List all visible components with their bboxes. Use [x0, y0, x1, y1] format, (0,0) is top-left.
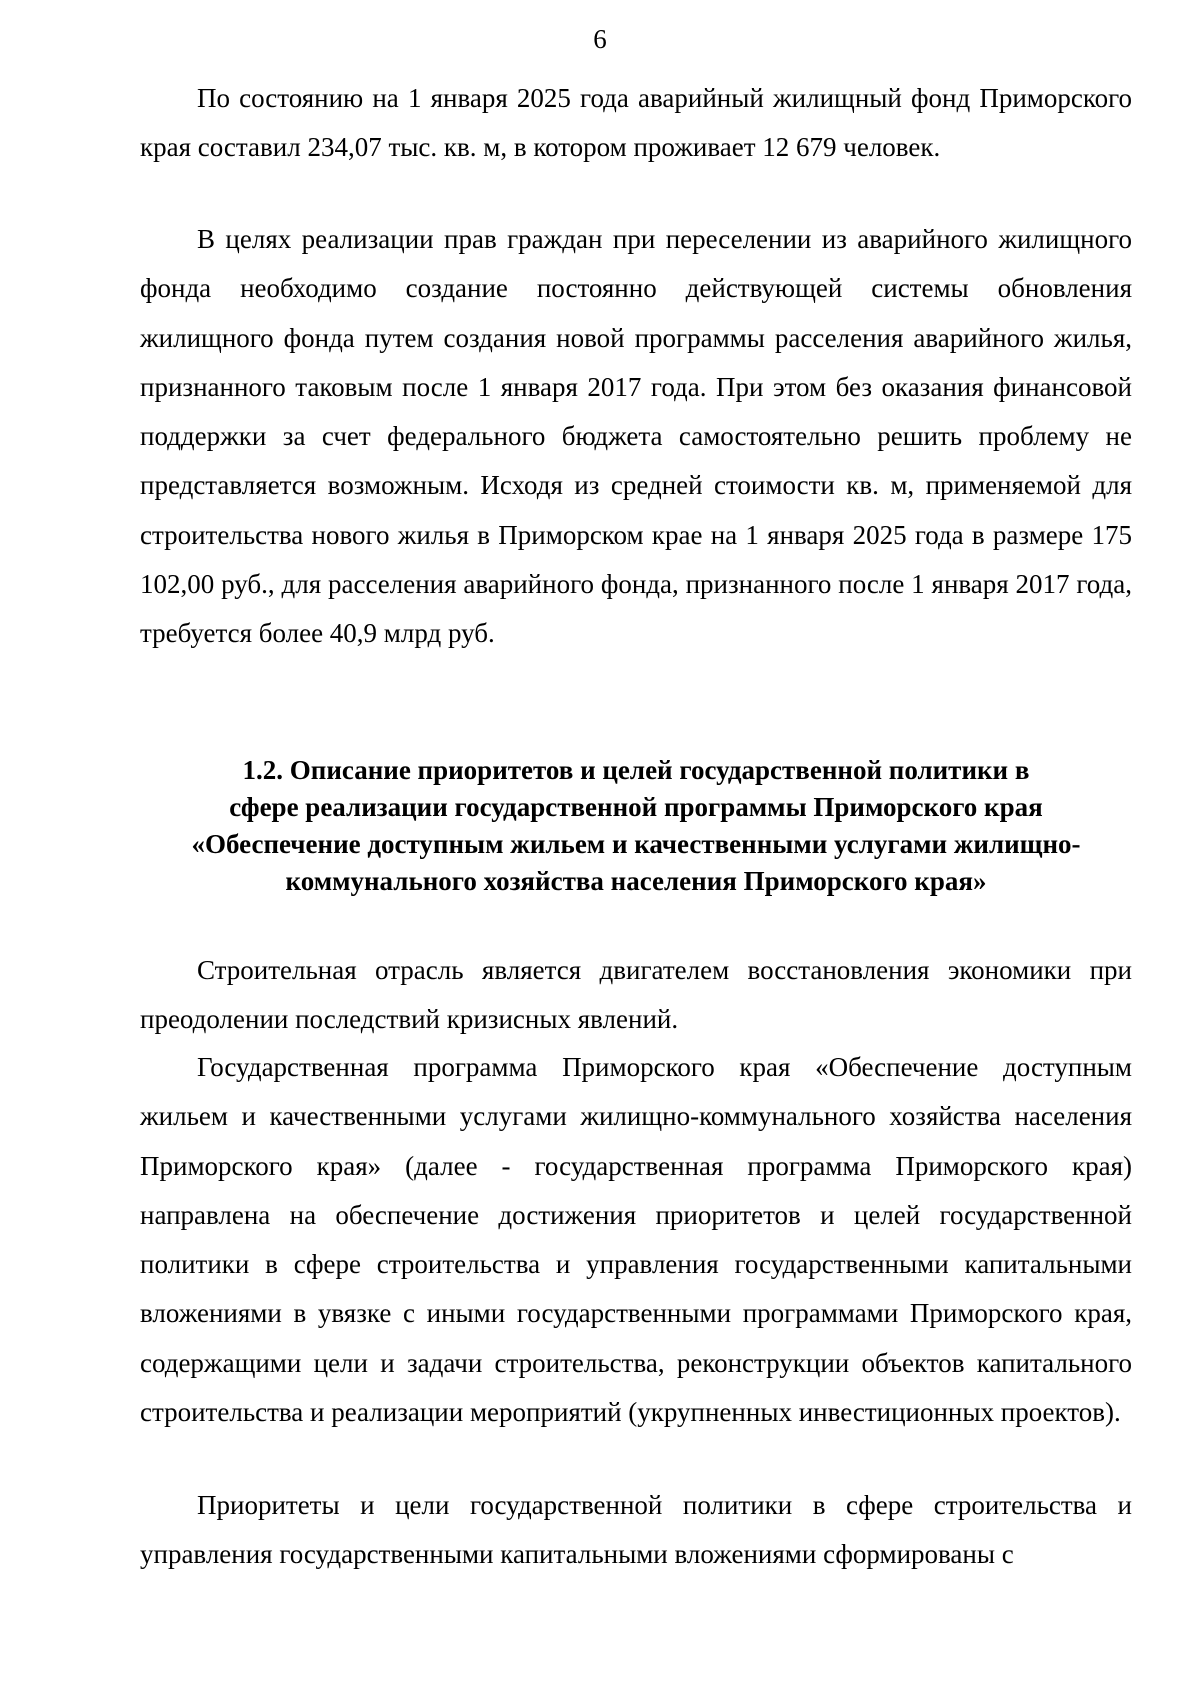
- paragraph-text: Приоритеты и цели государственной политики в сфере строительства и управления государственными капитальными вложениями сформированы с: [140, 1490, 1132, 1570]
- paragraph-priorities: [140, 1481, 1132, 1580]
- paragraph-resettlement-program: [140, 215, 1132, 659]
- paragraph-state-program: [140, 1043, 1132, 1437]
- paragraph-text: Строительная отрасль является двигателем восстановления экономики при преодолении последствий кризисных явлений.: [140, 955, 1132, 1035]
- paragraph-text: В целях реализации прав граждан при переселении из аварийного жилищного фонда необходимо создание постоянно действующей системы обновления жилищного фонда путем создания новой программы расселения аварийного жилья, признанного таковым после 1 января 2017 года. При этом без оказания финансовой поддержки за счет федерального бюджета самостоятельно решить проблему не представляется возможным. Исходя из средней стоимости кв. м, применяемой для строительства нового жилья в Приморском крае на 1 января 2025 года в размере 175 102,00 руб., для расселения аварийного фонда, признанного после 1 января 2017 года, требуется более 40,9 млрд руб.: [140, 224, 1132, 649]
- section-heading: [140, 752, 1132, 900]
- section-heading-line: коммунального хозяйства населения Приморского края»: [285, 866, 987, 896]
- section-heading-line: «Обеспечение доступным жильем и качественными услугами жилищно-: [191, 829, 1081, 859]
- paragraph-text: Государственная программа Приморского края «Обеспечение доступным жильем и качественными услугами жилищно-коммунального хозяйства населения Приморского края» (далее - государственная программа Приморского края) направлена на обеспечение достижения приоритетов и целей государственной политики в сфере строительства и управления государственными капитальными вложениями в увязке с иными государственными программами Приморского края, содержащими цели и задачи строительства, реконструкции объектов капитального строительства и реализации мероприятий (укрупненных инвестиционных проектов).: [140, 1052, 1132, 1428]
- paragraph-emergency-housing-stock: [140, 74, 1132, 173]
- section-heading-line: 1.2. Описание приоритетов и целей государственной политики в: [242, 755, 1030, 785]
- paragraph-construction-industry: [140, 946, 1132, 1045]
- section-heading-line: сфере реализации государственной программы Приморского края: [229, 792, 1043, 822]
- paragraph-text: По состоянию на 1 января 2025 года аварийный жилищный фонд Приморского края составил 234,07 тыс. кв. м, в котором проживает 12 679 человек.: [140, 83, 1132, 163]
- page-number: 6: [593, 24, 607, 54]
